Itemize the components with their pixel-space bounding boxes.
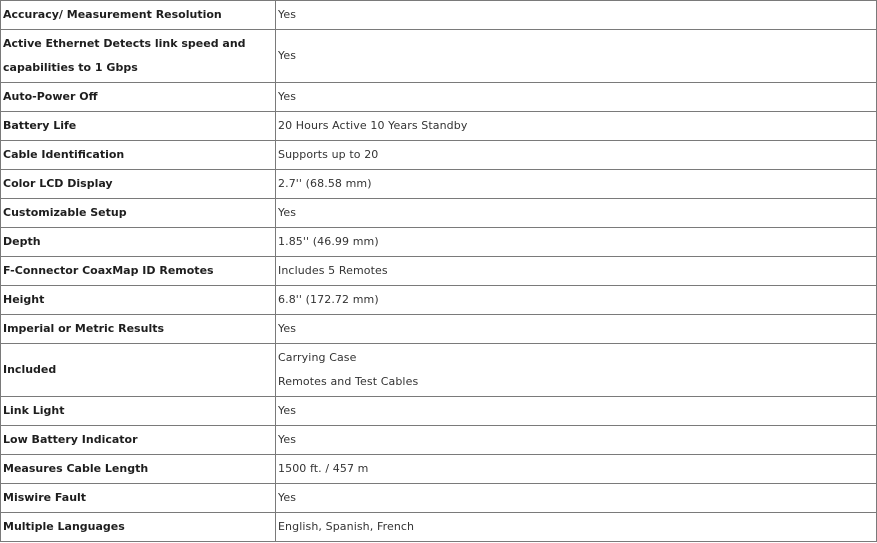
- table-row: [1, 257, 877, 286]
- spec-label: Imperial or Metric Results: [1, 315, 276, 344]
- table-row: [1, 228, 877, 257]
- spec-value: Yes: [276, 426, 877, 455]
- spec-label: Auto-Power Off: [1, 83, 276, 112]
- spec-value: English, Spanish, French: [276, 513, 877, 542]
- spec-value: Yes: [276, 484, 877, 513]
- table-row: [1, 286, 877, 315]
- spec-label-line: capabilities to 1 Gbps: [3, 61, 138, 74]
- table-row: [1, 141, 877, 170]
- table-row: [1, 484, 877, 513]
- spec-label: Customizable Setup: [1, 199, 276, 228]
- spec-label: F-Connector CoaxMap ID Remotes: [1, 257, 276, 286]
- table-row: [1, 170, 877, 199]
- table-row: [1, 513, 877, 542]
- spec-label: Battery Life: [1, 112, 276, 141]
- spec-value: Yes: [276, 397, 877, 426]
- spec-label: Included: [1, 344, 276, 397]
- table-row: [1, 1, 877, 30]
- spec-value-line: Carrying Case: [278, 351, 357, 364]
- spec-value: [276, 344, 877, 397]
- spec-value: Yes: [276, 315, 877, 344]
- spec-label: Measures Cable Length: [1, 455, 276, 484]
- table-row: [1, 315, 877, 344]
- table-row: [1, 199, 877, 228]
- spec-value: 1500 ft. / 457 m: [276, 455, 877, 484]
- table-row: [1, 397, 877, 426]
- spec-value: Includes 5 Remotes: [276, 257, 877, 286]
- spec-label: Miswire Fault: [1, 484, 276, 513]
- spec-label: Height: [1, 286, 276, 315]
- spec-value: 1.85'' (46.99 mm): [276, 228, 877, 257]
- specifications-table-body: [1, 1, 877, 542]
- spec-label: Low Battery Indicator: [1, 426, 276, 455]
- spec-label: Cable Identification: [1, 141, 276, 170]
- table-row: [1, 455, 877, 484]
- spec-label: Color LCD Display: [1, 170, 276, 199]
- spec-label: [1, 30, 276, 83]
- spec-value: Yes: [276, 199, 877, 228]
- table-row: [1, 112, 877, 141]
- spec-value: Supports up to 20: [276, 141, 877, 170]
- table-row: [1, 344, 877, 397]
- spec-value: 6.8'' (172.72 mm): [276, 286, 877, 315]
- table-row: [1, 426, 877, 455]
- spec-value: Yes: [276, 30, 877, 83]
- spec-label: Accuracy/ Measurement Resolution: [1, 1, 276, 30]
- spec-value: Yes: [276, 83, 877, 112]
- spec-value: 2.7'' (68.58 mm): [276, 170, 877, 199]
- spec-label: Multiple Languages: [1, 513, 276, 542]
- spec-value-line: Remotes and Test Cables: [278, 375, 419, 388]
- table-row: [1, 30, 877, 83]
- spec-value: Yes: [276, 1, 877, 30]
- spec-label: Link Light: [1, 397, 276, 426]
- spec-label: Depth: [1, 228, 276, 257]
- spec-value: 20 Hours Active 10 Years Standby: [276, 112, 877, 141]
- table-row: [1, 83, 877, 112]
- spec-label-line: Active Ethernet Detects link speed and: [3, 37, 246, 50]
